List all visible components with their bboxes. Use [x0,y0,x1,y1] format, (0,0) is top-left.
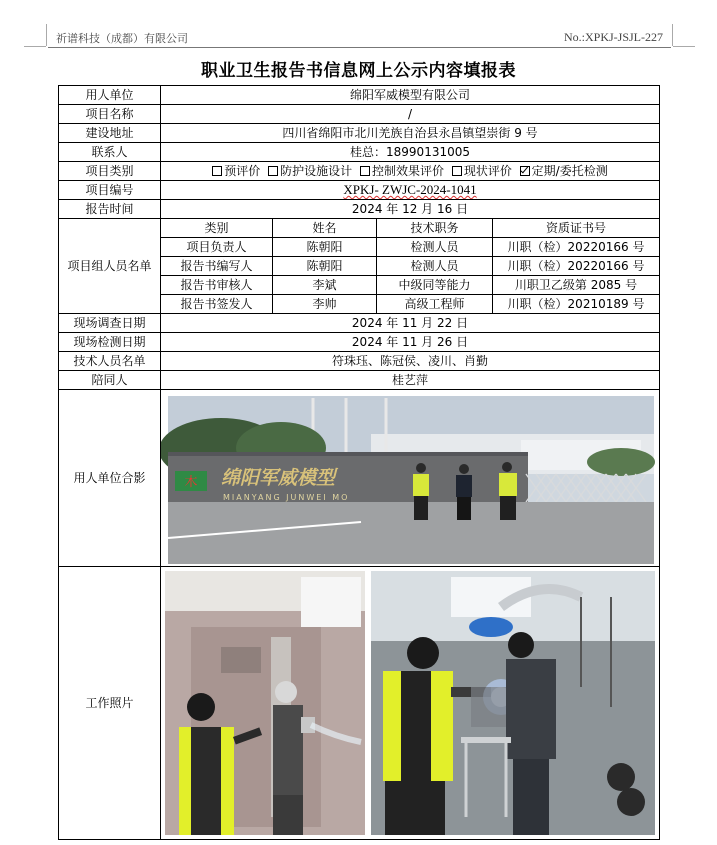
team-cell: 高级工程师 [377,295,493,314]
team-cell: 李斌 [273,276,377,295]
label-category: 项目类别 [59,162,161,181]
checkbox-icon[interactable] [452,166,462,176]
team-header: 技术职务 [377,219,493,238]
value-project-no: XPKJ- ZWJC-2024-1041 [343,182,477,197]
value-report-time: 2024 年 12 月 16 日 [161,200,660,219]
team-cell: 陈朝阳 [273,238,377,257]
header-rule [48,47,671,48]
info-table [58,85,660,840]
team-header: 姓名 [273,219,377,238]
label-team: 项目组人员名单 [59,219,161,314]
value-address: 四川省绵阳市北川羌族自治县永昌镇望崇街 9 号 [161,124,660,143]
work-photo-welding [371,571,655,835]
checked-checkbox-icon[interactable] [520,166,530,176]
row-survey-date [59,314,660,333]
team-cell: 川职（检）20220166 号 [493,257,660,276]
value-test-date: 2024 年 11 月 26 日 [161,333,660,352]
row-address [59,124,660,143]
category-option: 预评价 [224,164,261,178]
team-cell: 报告书签发人 [161,295,273,314]
team-cell: 川职（检）20210189 号 [493,295,660,314]
checkbox-icon[interactable] [268,166,278,176]
margin-mark [673,46,695,47]
team-cell: 中级同等能力 [377,276,493,295]
row-project-no [59,181,660,200]
row-project-name [59,105,660,124]
label-survey-date: 现场调查日期 [59,314,161,333]
work-photo-spray [165,571,365,835]
team-cell: 报告书编写人 [161,257,273,276]
row-group-photo [59,390,660,567]
label-test-date: 现场检测日期 [59,333,161,352]
value-survey-date: 2024 年 11 月 22 日 [161,314,660,333]
sign-text: 绵阳军威模型 [221,467,336,489]
row-technicians [59,352,660,371]
row-work-photos [59,567,660,840]
team-header-row [59,219,660,238]
sign-text-en: MIANYANG JUNWEI MO [223,493,350,502]
team-cell: 川职（检）20220166 号 [493,238,660,257]
checkbox-icon[interactable] [212,166,222,176]
label-technicians: 技术人员名单 [59,352,161,371]
team-cell: 川职卫乙级第 2085 号 [493,276,660,295]
value-project-name: / [161,105,660,124]
category-option: 防护设施设计 [280,164,353,178]
label-report-time: 报告时间 [59,200,161,219]
row-category [59,162,660,181]
header-doc-no: No.:XPKJ-JSJL-227 [563,30,663,44]
category-option: 现状评价 [463,164,512,178]
checkbox-icon[interactable] [360,166,370,176]
team-cell: 报告书审核人 [161,276,273,295]
value-contact: 桂总：18990131005 [161,143,660,162]
margin-mark [672,24,673,46]
margin-mark [24,46,46,47]
value-technicians: 符珠珏、陈冠侯、凌川、肖勤 [161,352,660,371]
category-option: 控制效果评价 [371,164,444,178]
row-contact [59,143,660,162]
row-report-time [59,200,660,219]
svg-text:木: 木 [184,475,198,490]
label-work-photos: 工作照片 [59,567,161,840]
row-employer [59,86,660,105]
team-cell: 陈朝阳 [273,257,377,276]
row-escort [59,371,660,390]
category-option: 定期/委托检测 [531,164,608,178]
value-escort: 桂艺萍 [161,371,660,390]
team-cell: 检测人员 [377,257,493,276]
row-test-date [59,333,660,352]
header-company: 祈谱科技（成都）有限公司 [56,32,188,45]
team-cell: 项目负责人 [161,238,273,257]
label-group-photo: 用人单位合影 [59,390,161,567]
label-contact: 联系人 [59,143,161,162]
group-photo [161,390,658,566]
value-category [161,162,660,181]
label-project-no: 项目编号 [59,181,161,200]
work-photos [161,567,658,839]
page-title: 职业卫生报告书信息网上公示内容填报表 [201,61,516,81]
team-header: 类别 [161,219,273,238]
team-cell: 检测人员 [377,238,493,257]
team-header: 资质证书号 [493,219,660,238]
margin-mark [46,24,47,46]
label-address: 建设地址 [59,124,161,143]
label-escort: 陪同人 [59,371,161,390]
value-employer: 绵阳军威模型有限公司 [161,86,660,105]
label-employer: 用人单位 [59,86,161,105]
label-project-name: 项目名称 [59,105,161,124]
team-cell: 李帅 [273,295,377,314]
